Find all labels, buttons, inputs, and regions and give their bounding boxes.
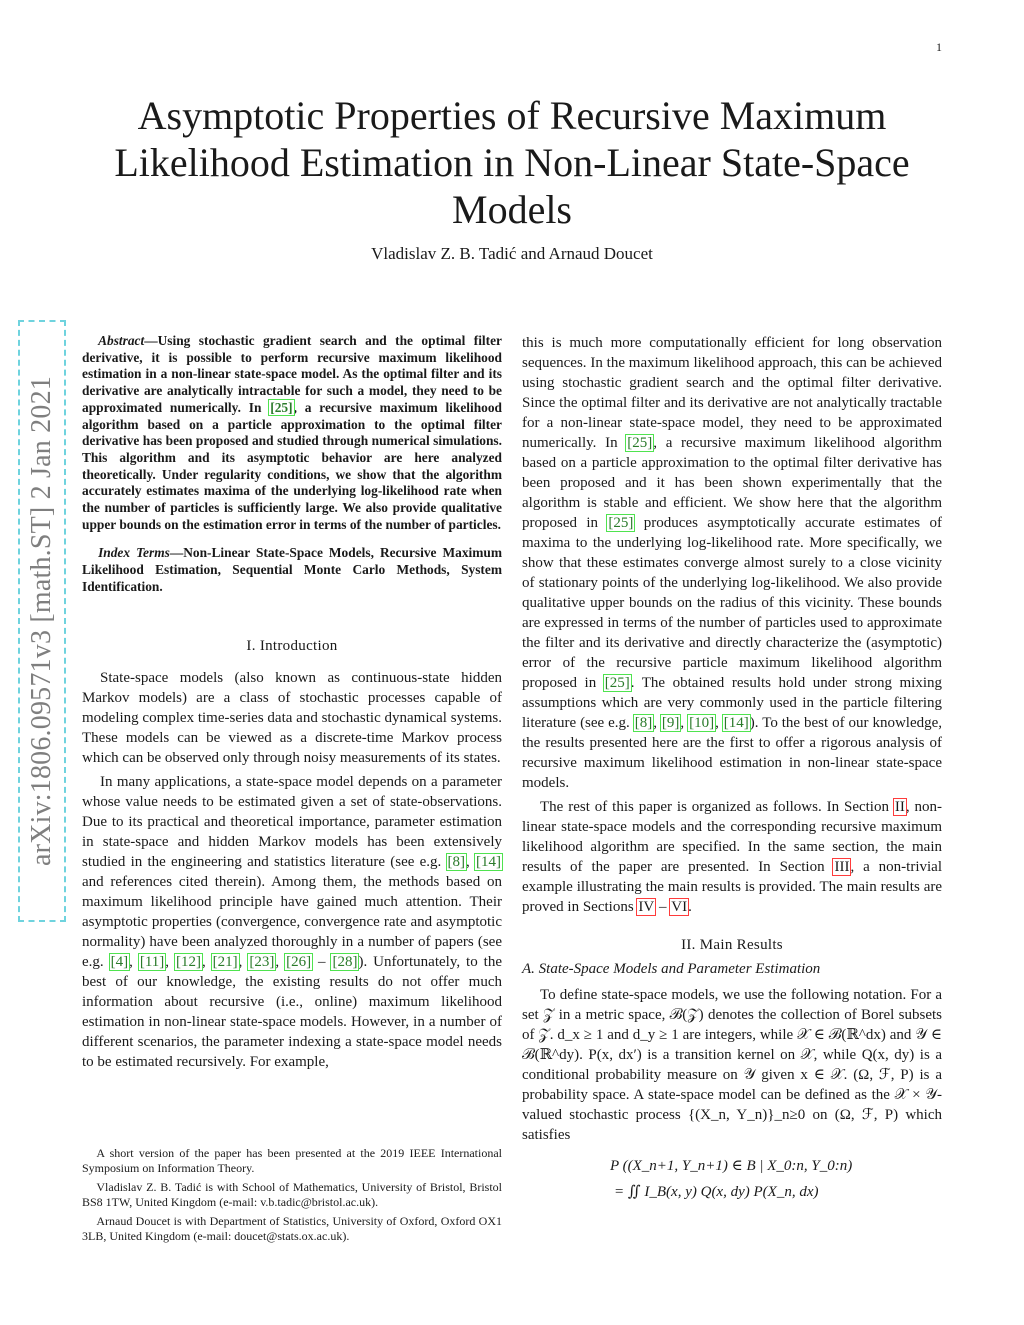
equation-line-1: P ((X_n+1, Y_n+1) ∈ B | X_0:n, Y_0:n) — [610, 1158, 853, 1174]
subsection-heading: A. State-Space Models and Parameter Estimation — [522, 961, 821, 977]
index-terms-text: —Non-Linear State-Space Models, Recursive Maximum Likelihood Estimation, Sequential Monte Carlo Methods, System Identification. — [82, 545, 502, 594]
separator: , — [165, 953, 175, 970]
footnote-author-2: Arnaud Doucet is with Department of Statistics, University of Oxford, Oxford OX1 3LB, United Kingdom (e-mail: doucet@stats.ox.ac.uk). — [82, 1214, 502, 1243]
separator: , — [275, 953, 286, 970]
citation-link[interactable]: [8] — [634, 715, 653, 731]
citation-link[interactable]: [26] — [286, 953, 312, 970]
citation-link[interactable]: [23] — [249, 953, 275, 970]
arxiv-id: arXiv:1806.09571v3 [math.ST] 2 Jan 2021 — [26, 376, 57, 866]
footnote-conference: A short version of the paper has been presented at the 2019 IEEE International Symposium on Information Theory. — [82, 1146, 502, 1175]
index-terms — [82, 545, 502, 595]
body-text: this is much more computationally efficient for long observation sequences. In the maximum likelihood approach, this can be achieved using stochastic gradient search and the optimal filter derivative. Since the optimal filter and its derivative are not analytically tractable for a non-linear state-space model, they need to be approximated numerically. In — [522, 335, 942, 451]
left-column — [82, 333, 502, 1072]
separator: , — [129, 953, 139, 970]
section-link[interactable]: III — [834, 859, 850, 875]
citation-link[interactable]: [25] — [608, 515, 634, 531]
arxiv-stamp[interactable] — [18, 320, 66, 922]
equation-line-2: = ∬ I_B(x, y) Q(x, dy) P(X_n, dx) — [614, 1184, 819, 1200]
citation-link[interactable]: [25] — [604, 675, 630, 691]
citation-link[interactable]: [14] — [723, 715, 749, 731]
citation-link[interactable]: [14] — [476, 853, 502, 870]
paper-title: Asymptotic Properties of Recursive Maximum Likelihood Estimation in Non-Linear State-Space Models — [114, 93, 910, 232]
section-link[interactable]: VI — [671, 899, 688, 915]
right-paragraph-2 — [522, 797, 942, 917]
citation-link[interactable]: [25] — [270, 399, 293, 415]
body-text: , non-linear state-space models and the corresponding recursive maximum likelihood algorithm are specified. In the same section, the main results of the paper are presented. In Section — [522, 799, 942, 875]
separator: – — [655, 899, 671, 915]
separator: – — [312, 953, 332, 970]
citation-link[interactable]: [25] — [627, 435, 653, 451]
equation-block — [522, 1153, 942, 1205]
body-text: , a non-trivial example illustrating the main results is provided. The main results are proved in Sections — [522, 859, 942, 915]
intro-text: and references cited therein). Among them, the methods based on maximum likelihood principle have gained much attention. Their asymptotic properties (convergence, convergence rate and asymptotic normality) have been analyzed thoroughly in a number of papers (see e.g. — [82, 873, 502, 970]
body-text: The rest of this paper is organized as follows. In Section — [540, 799, 894, 815]
citation-link[interactable]: [12] — [175, 953, 201, 970]
citation-link[interactable]: [11] — [139, 953, 165, 970]
separator: , — [238, 953, 249, 970]
footnote-author-1: Vladislav Z. B. Tadić is with School of Mathematics, University of Bristol, Bristol BS8 1TW, United Kingdom (e-mail: v.b.tadic@bristol.ac.uk). — [82, 1180, 502, 1209]
footnotes — [82, 1146, 502, 1248]
body-text: , a recursive maximum likelihood algorithm based on a particle approximation to the optimal filter derivative has been proposed and it has been shown experimentally that the algorithm is stable and efficient. We show here that the algorithm proposed in — [522, 435, 942, 531]
right-paragraph-1: this is much more computationally efficient for long observation sequences. In the maximum likelihood approach, this can be achieved using stochastic gradient search and the optimal filter derivative. Since the optimal filter and its derivative are not analytically tractable for a non-linear state-space model, they need to be approximated numerically. In [25], a recursive maximum likelihood algorithm based on a particle approximation to the optimal filter derivative has been proposed and it has been shown experimentally that the algorithm is stable and efficient. We show here that the algorithm proposed in [25] produces asymptotically accurate estimates of maxima to the underlying log-likelihood rate. More specifically, we show that these estimates converge almost surely to a close vicinity of stationary points of the underlying log-likelihood. We also provide qualitative upper bounds on the radius of this vicinity. These bounds are expressed in terms of the number of particles used to approximate the filter and its derivative and directly characterize the (asymptotic) error of the recursive particle maximum likelihood algorithm proposed in [25]. The obtained results hold under strong mixing assumptions which are very commonly used in the particle filtering literature (see e.g. [8], [9], [10], [14]). To the best of our knowledge, the results presented here are the first to offer a rigorous analysis of recursive maximum likelihood estimation in non-linear state-space models. — [522, 335, 943, 791]
body-text: . — [688, 899, 692, 915]
body-text: produces asymptotically accurate estimates of maxima to the underlying log-likelihood rate. More specifically, we show that these estimates converge almost surely to a close vicinity of stationary points of the underlying log-likelihood. We also provide qualitative upper bounds on the radius of this vicinity. These bounds are expressed in terms of the number of particles used to approximate the filter and its derivative and directly characterize the (asymptotic) error of the recursive particle maximum likelihood algorithm proposed in — [522, 515, 942, 691]
main-results-paragraph-1: To define state-space models, we use the following notation. For a set 𝒵 in a metric space, ℬ(𝒵) denotes the collection of Borel subsets of 𝒵. d_x ≥ 1 and d_y ≥ 1 are integers, while 𝒳 ∈ ℬ(ℝ^dx) and 𝒴 ∈ ℬ(ℝ^dy). P(x, dx′) is a transition kernel on 𝒳, while Q(x, dy) is a conditional probability measure on 𝒴 given x ∈ 𝒳. (Ω, ℱ, P) is a probability space. A state-space model can be defined as the 𝒳 × 𝒴-valued stochastic process {(X_n, Y_n)}_n≥0 on (Ω, ℱ, P) which satisfies — [522, 987, 942, 1143]
intro-text: ). Unfortunately, to the best of our knowledge, the existing results do not offer much information about recursive (i.e., online) maximum likelihood estimation in non-linear state-space models. However, in a number of different scenarios, the parameter indexing a state-space model needs to be estimated recursively. For example, — [82, 953, 502, 1070]
citation-link[interactable]: [21] — [212, 953, 238, 970]
section-link[interactable]: IV — [638, 899, 655, 915]
abstract-label: Abstract — [98, 333, 145, 348]
citation-link[interactable]: [28] — [332, 953, 358, 970]
abstract-text-2: , a recursive maximum likelihood algorithm based on a particle approximation to the optimal filter derivative has been proposed and studied through numerical simulations. This algorithm and its asymptotic behavior are here analyzed theoretically. Under regularity conditions, we show that the algorithm accurately estimates maxima of the underlying log-likelihood rate when the number of particles is sufficiently large. We also provide qualitative upper bounds on the estimation error in terms of the number of particles. — [82, 399, 502, 532]
intro-paragraph-1: State-space models (also known as continuous-state hidden Markov models) are a class of stochastic processes capable of modeling complex time-series data and stochastic dynamical systems. These models can be viewed as a discrete-time Markov process which can be observed only through noisy measurements of its states. — [82, 669, 502, 766]
intro-paragraph-2 — [82, 772, 502, 1072]
right-column — [522, 333, 942, 1205]
index-terms-label: Index Terms — [98, 545, 170, 561]
page-number: 1 — [936, 40, 942, 54]
body-text: ). To the best of our knowledge, the results presented here are the first to offer a rigorous analysis of recursive maximum likelihood estimation in non-linear state-space models. — [522, 715, 943, 791]
paper-authors: Vladislav Z. B. Tadić and Arnaud Doucet — [371, 244, 653, 263]
separator: , — [466, 853, 476, 870]
abstract-text-1: —Using stochastic gradient search and the optimal filter derivative, it is possible to perform recursive maximum likelihood estimation in a non-linear state-space model. As the optimal filter and its derivative are analytically intractable for such a model, they need to be approximated numerically. In — [82, 333, 502, 415]
abstract — [82, 333, 502, 533]
citation-link[interactable]: [8] — [447, 853, 466, 870]
citation-link[interactable]: [9] — [661, 715, 680, 731]
separator: , — [201, 953, 212, 970]
citation-link[interactable]: [4] — [110, 953, 129, 970]
section-heading-main-results: II. Main Results — [681, 937, 783, 953]
section-heading-introduction: I. Introduction — [246, 637, 338, 654]
section-link[interactable]: II — [894, 799, 905, 815]
intro-text: In many applications, a state-space model depends on a parameter whose value needs to be estimated given a set of state-observations. Due to its practical and theoretical importance, parameter estimation in state-space and hidden Markov models has been extensively studied in the engineering and statistics literature (see e.g. — [82, 773, 502, 870]
citation-link[interactable]: [10] — [689, 715, 715, 731]
body-text: . The obtained results hold under strong mixing assumptions which are very commonly used in the particle filtering literature (see e.g. — [522, 675, 942, 731]
